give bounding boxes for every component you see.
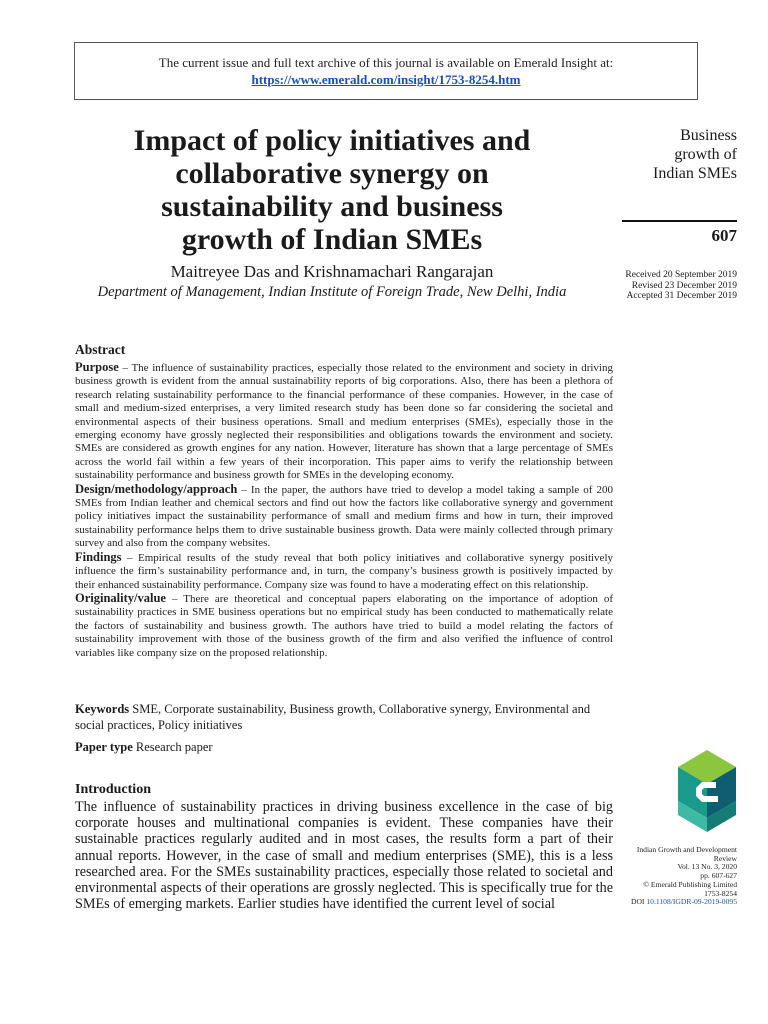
section-label: Findings xyxy=(75,549,122,564)
section-label: Design/methodology/approach xyxy=(75,481,238,496)
journal-info xyxy=(600,846,737,907)
submission-dates xyxy=(590,270,737,302)
revised-date: Revised 23 December 2019 xyxy=(631,280,737,291)
journal-info-line: Vol. 13 No. 3, 2020 xyxy=(677,862,737,872)
access-notice-box xyxy=(74,42,698,100)
running-head xyxy=(610,126,737,183)
title-line: Impact of policy initiatives and xyxy=(133,124,531,157)
section-text: – Empirical results of the study reveal that both policy initiatives and collaborative synergy positively influence the firm’s sustainability performance and, in turn, the company’s business growth is positively impacted by their enhanced sustainability performance. Company size was found to have a moderating effect on this relationship. xyxy=(75,551,613,591)
journal-info-line: 1753-8254 xyxy=(704,888,737,898)
keywords xyxy=(75,702,615,733)
journal-info-line: Review xyxy=(713,853,737,863)
authors: Maitreyee Das and Krishnamachari Rangarajan xyxy=(170,262,494,281)
abstract-purpose xyxy=(75,361,613,483)
running-head-line: growth of xyxy=(674,146,737,163)
abstract-findings xyxy=(75,551,613,592)
running-head-line: Business xyxy=(680,127,737,144)
journal-info-line: Indian Growth and Development xyxy=(636,845,737,854)
section-text: – The influence of sustainability practices, especially those related to the environment and society in driving business growth is evident from the annual sustainability reports of big corporations. Also, there has been a plethora of research relating sustainability performance to the financial performance of these companies. However, in the case of small and medium-sized enterprises, a very limited research study has been done so far considering the societal and environmental aspects of their business operations. Small and medium enterprises (SMEs), especially those in the emerging economy have grossly neglected their responsibilities and obligations towards the environment and society. SMEs are considered as growth engines for any nation. However, literature has shown that a large percentage of SMEs across the world fail within a few years of their incorporation. This paper aims to verify the relationship between sustainability performance and business growth for SMEs in the developing economy. xyxy=(75,362,613,482)
affiliation: Department of Management, Indian Institute of Foreign Trade, New Delhi, India xyxy=(97,284,567,300)
keywords-label: Keywords xyxy=(75,702,130,716)
title-line: growth of Indian SMEs xyxy=(181,223,483,256)
paper-title xyxy=(74,124,590,256)
accepted-date: Accepted 31 December 2019 xyxy=(626,291,737,301)
doi-link[interactable]: 10.1108/IGDR-09-2019-0095 xyxy=(646,897,737,907)
introduction-body xyxy=(75,799,613,912)
doi-label: DOI xyxy=(630,897,645,907)
access-notice-text: The current issue and full text archive of this journal is available on Emerald Insight at: xyxy=(158,55,614,70)
paper-type xyxy=(75,740,615,755)
title-line: sustainability and business xyxy=(161,190,503,223)
journal-url-link[interactable]: https://www.emerald.com/insight/1753-8254.htm xyxy=(251,72,521,87)
page-number: 607 xyxy=(711,226,737,245)
received-date: Received 20 September 2019 xyxy=(625,270,737,280)
publisher-logo-icon xyxy=(676,748,738,834)
paper-type-label: Paper type xyxy=(75,740,133,754)
header-rule xyxy=(622,220,737,222)
introduction-heading: Introduction xyxy=(75,782,151,797)
title-line: collaborative synergy on xyxy=(175,157,489,190)
abstract-body xyxy=(75,361,613,660)
section-text: – There are theoretical and conceptual papers elaborating on the importance of adoption of sustainability practices in SME business operations but no empirical study has been conducted to mathematically relate the factors of sustainability and business growth. The authors have tried to build a model relating the factors of sustainability improvement with those of the business growth of the firm and also verified the influence of control variables like company size on the proposed relationship. xyxy=(75,592,613,659)
running-head-line: Indian SMEs xyxy=(653,165,737,182)
access-notice xyxy=(75,54,697,88)
journal-info-line: pp. 607-627 xyxy=(700,871,737,881)
keywords-text: SME, Corporate sustainability, Business growth, Collaborative synergy, Environmental and social practices, Policy initiatives xyxy=(75,702,591,732)
section-label: Purpose xyxy=(75,360,119,374)
abstract-design xyxy=(75,483,613,551)
introduction-paragraph: The influence of sustainability practices in driving business excellence in the case of big corporate houses and multinational companies is evident. These companies have their sustainable practices regularly audited and in most cases, the results form a part of their annual reports. However, in the case of small and medium enterprises (SME), this is a less researched area. For the SMEs sustainability practices, especially those related to societal and environmental aspects of their operations are grossly neglected. This is specifically true for the SMEs of emerging markets. Earlier studies have identified the current level of social xyxy=(75,799,613,913)
section-text: – In the paper, the authors have tried to develop a model taking a sample of 200 SMEs from Indian leather and chemical sectors and find out how the factors like collaborative synergy and government policy initiatives impact the sustainability performance of small and medium firms and how in turn, their improved sustainability performance helps them to drive sustainable business growth. Data were mainly collected through primary survey and also from the company websites. xyxy=(75,483,613,550)
abstract-originality xyxy=(75,592,613,660)
journal-info-line: © Emerald Publishing Limited xyxy=(643,879,737,889)
paper-type-text: Research paper xyxy=(135,740,213,754)
abstract-heading: Abstract xyxy=(75,342,126,357)
doi-line xyxy=(600,898,737,907)
section-label: Originality/value xyxy=(75,590,166,605)
